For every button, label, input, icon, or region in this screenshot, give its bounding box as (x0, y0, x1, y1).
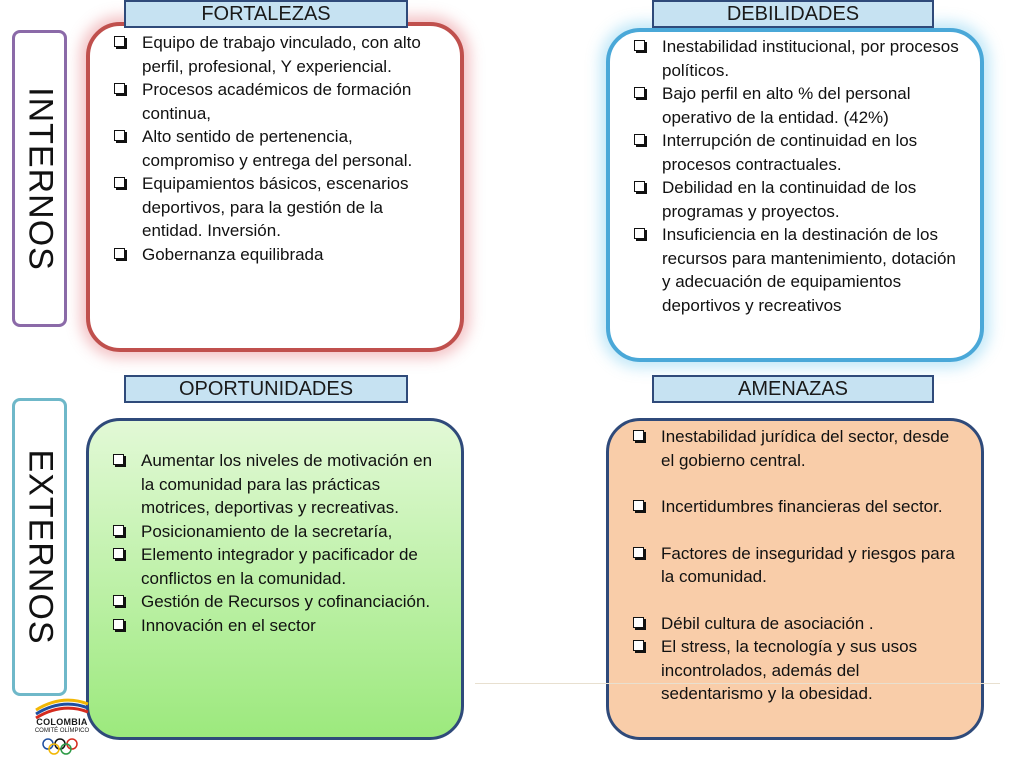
list-item: Equipo de trabajo vinculado, con alto perfil, profesional, Y experiencial. (114, 31, 442, 78)
list-item: Aumentar los niveles de motivación en la comunidad para las prácticas motrices, deportivas y recreativas. (113, 449, 443, 520)
list-item: Posicionamiento de la secretaría, (113, 520, 443, 544)
list-item: Elemento integrador y pacificador de conflictos en la comunidad. (113, 543, 443, 590)
logo-comite-text: COMITÉ OLÍMPICO (34, 728, 90, 734)
list-item: Procesos académicos de formación continua, (114, 78, 442, 125)
list-item: Interrupción de continuidad en los procesos contractuales. (634, 129, 962, 176)
checkbox-bullet-icon (633, 640, 644, 651)
checkbox-bullet-icon (114, 36, 125, 47)
checkbox-bullet-icon (634, 87, 645, 98)
list-item: Incertidumbres financieras del sector. (633, 495, 963, 519)
checkbox-bullet-icon (114, 248, 125, 259)
list-item: Equipamientos básicos, escenarios deportivos, para la gestión de la entidad. Inversión. (114, 172, 442, 243)
checkbox-bullet-icon (113, 595, 124, 606)
list-item: Inestabilidad institucional, por procesos políticos. (634, 35, 962, 82)
list-item: Factores de inseguridad y riesgos para la comunidad. (633, 542, 963, 589)
checkbox-bullet-icon (633, 500, 644, 511)
footer-divider (475, 683, 1000, 684)
checkbox-bullet-icon (114, 83, 125, 94)
checkbox-bullet-icon (634, 134, 645, 145)
list-item: Insuficiencia en la destinación de los recursos para mantenimiento, dotación y adecuación de equipamientos deportivos y recreativos (634, 223, 962, 317)
oportunidades-box (86, 418, 464, 740)
olympic-rings-icon (22, 694, 102, 760)
checkbox-bullet-icon (633, 547, 644, 558)
checkbox-bullet-icon (114, 177, 125, 188)
list-item: Gobernanza equilibrada (114, 243, 442, 267)
list-item: Innovación en el sector (113, 614, 443, 638)
internos-label: INTERNOS (21, 86, 59, 271)
checkbox-bullet-icon (634, 181, 645, 192)
fortalezas-header: FORTALEZAS (124, 0, 408, 28)
list-item: Alto sentido de pertenencia, compromiso y entrega del personal. (114, 125, 442, 172)
externos-label: EXTERNOS (21, 449, 59, 645)
list-item: El stress, la tecnología y sus usos incontrolados, además del sedentarismo y la obesidad. (633, 635, 963, 706)
checkbox-bullet-icon (114, 130, 125, 141)
checkbox-bullet-icon (113, 454, 124, 465)
list-item: Debilidad en la continuidad de los programas y proyectos. (634, 176, 962, 223)
checkbox-bullet-icon (113, 548, 124, 559)
fortalezas-box (86, 22, 464, 352)
logo-colombia-text: COLOMBIA (36, 717, 88, 727)
checkbox-bullet-icon (113, 619, 124, 630)
amenazas-box (606, 418, 984, 740)
checkbox-bullet-icon (113, 525, 124, 536)
amenazas-header: AMENAZAS (652, 375, 934, 403)
debilidades-box (606, 28, 984, 362)
list-item: Bajo perfil en alto % del personal operativo de la entidad. (42%) (634, 82, 962, 129)
list-item: Inestabilidad jurídica del sector, desde el gobierno central. (633, 425, 963, 472)
oportunidades-header: OPORTUNIDADES (124, 375, 408, 403)
checkbox-bullet-icon (634, 40, 645, 51)
internos-label-box (12, 30, 67, 327)
externos-label-box (12, 398, 67, 696)
checkbox-bullet-icon (634, 228, 645, 239)
checkbox-bullet-icon (633, 430, 644, 441)
list-item: Débil cultura de asociación . (633, 612, 963, 636)
checkbox-bullet-icon (633, 617, 644, 628)
debilidades-header: DEBILIDADES (652, 0, 934, 28)
list-item: Gestión de Recursos y cofinanciación. (113, 590, 443, 614)
